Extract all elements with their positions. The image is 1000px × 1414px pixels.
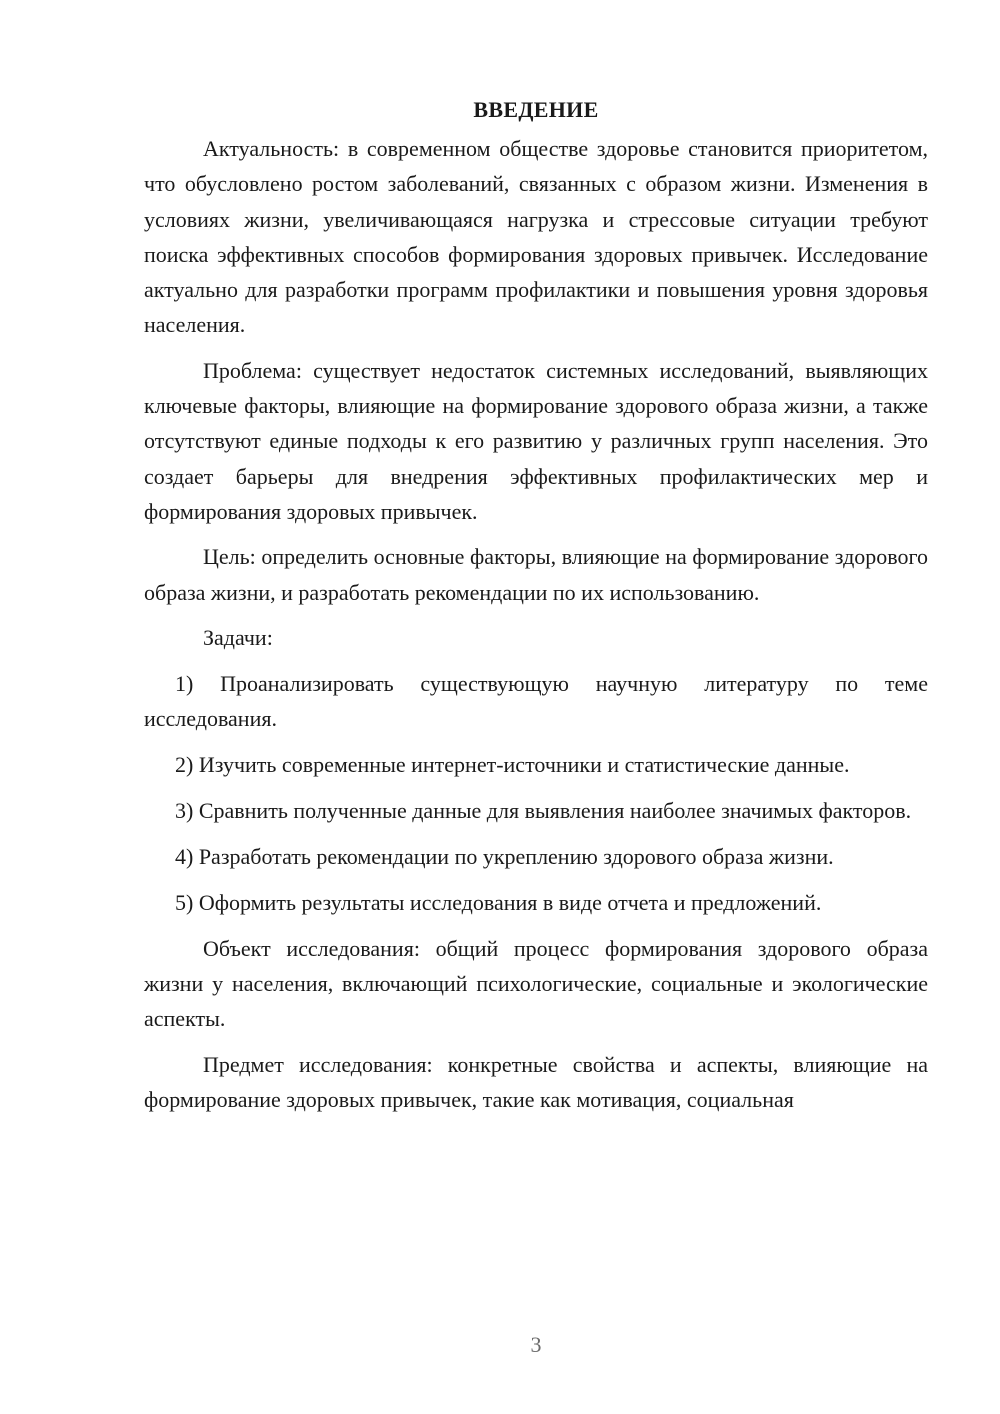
document-page: [144, 92, 928, 1127]
section-title: ВВЕДЕНИЕ: [473, 97, 599, 122]
task-item-1: 1) Проанализировать существующую научную литературу по теме исследования.: [144, 670, 928, 731]
paragraph-goal: Цель: определить основные факторы, влияющие на формирование здорового образа жизни, и разработать рекомендации по их использованию.: [144, 544, 928, 605]
paragraph-subject: Предмет исследования: конкретные свойства и аспекты, влияющие на формирование здоровых привычек, такие как мотивация, социальная: [144, 1051, 928, 1113]
tasks-heading: Задачи:: [203, 624, 273, 650]
task-item-3: 3) Сравнить полученные данные для выявления наиболее значимых факторов.: [175, 797, 912, 823]
task-item-4: 4) Разработать рекомендации по укреплению здорового образа жизни.: [175, 843, 834, 869]
task-item-5: 5) Оформить результаты исследования в виде отчета и предложений.: [175, 889, 822, 915]
task-item-2: 2) Изучить современные интернет-источники и статистические данные.: [175, 751, 850, 777]
page-number: 3: [530, 1332, 542, 1357]
paragraph-relevance: Актуальность: в современном обществе здоровье становится приоритетом, что обусловлено ростом заболеваний, связанных с образом жизни. Изменения в условиях жизни, увеличивающаяся нагрузка и стрессовые ситуации требуют поиска эффективных способов формирования здоровых привычек. Исследование актуально для разработки программ профилактики и повышения уровня здоровья населения.: [144, 136, 928, 338]
paragraph-object: Объект исследования: общий процесс формирования здорового образа жизни у населения, включающий психологические, социальные и экологические аспекты.: [144, 935, 928, 1032]
paragraph-problem: Проблема: существует недостаток системных исследований, выявляющих ключевые факторы, влияющие на формирование здорового образа жизни, а также отсутствуют единые подходы к его развитию у различных групп населения. Это создает барьеры для внедрения эффективных профилактических мер и формирования здоровых привычек.: [144, 357, 928, 524]
